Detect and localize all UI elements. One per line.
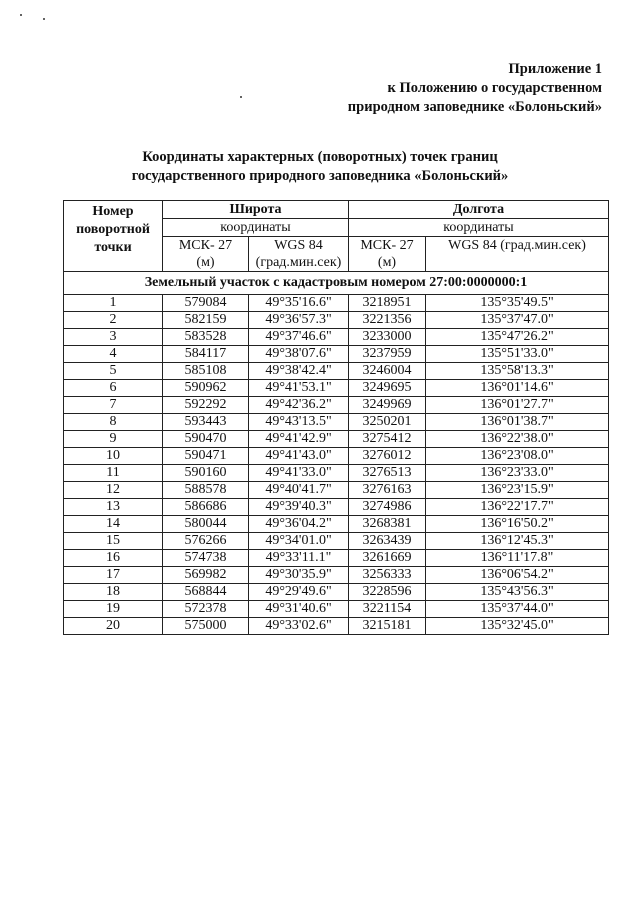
longitude-msk-cell: 3237959: [349, 346, 426, 363]
longitude-msk-cell: 3221154: [349, 601, 426, 618]
point-number-cell: 7: [64, 397, 163, 414]
point-number-cell: 15: [64, 533, 163, 550]
table-row: [64, 465, 609, 482]
longitude-wgs-cell: 135°43'56.3": [426, 584, 609, 601]
longitude-msk-cell: 3228596: [349, 584, 426, 601]
latitude-msk-cell: 574738: [163, 550, 249, 567]
table-row: [64, 380, 609, 397]
latitude-wgs-cell: 49°39'40.3": [249, 499, 349, 516]
scan-speck: [20, 14, 22, 16]
longitude-wgs-cell: 136°01'14.6": [426, 380, 609, 397]
latitude-wgs-cell: 49°29'49.6": [249, 584, 349, 601]
longitude-msk-cell: 3246004: [349, 363, 426, 380]
longitude-msk-cell: 3256333: [349, 567, 426, 584]
title-line-2: государственного природного заповедника «Болоньский»: [131, 168, 509, 184]
longitude-msk-cell: 3275412: [349, 431, 426, 448]
latitude-wgs-cell: 49°43'13.5": [249, 414, 349, 431]
longitude-wgs-cell: 135°51'33.0": [426, 346, 609, 363]
latitude-msk-cell: 586686: [163, 499, 249, 516]
longitude-wgs-cell: 135°35'49.5": [426, 295, 609, 312]
longitude-wgs-cell: 136°23'08.0": [426, 448, 609, 465]
latitude-wgs-cell: 49°38'42.4": [249, 363, 349, 380]
latitude-wgs-cell: 49°41'33.0": [249, 465, 349, 482]
latitude-msk-cell: 569982: [163, 567, 249, 584]
header-msk-longitude-line: МСК- 27: [360, 238, 414, 253]
point-number-cell: 12: [64, 482, 163, 499]
point-number-cell: 19: [64, 601, 163, 618]
latitude-msk-cell: 584117: [163, 346, 249, 363]
table-row: [64, 482, 609, 499]
latitude-msk-cell: 590470: [163, 431, 249, 448]
latitude-msk-cell: 579084: [163, 295, 249, 312]
longitude-msk-cell: 3274986: [349, 499, 426, 516]
table-row: [64, 601, 609, 618]
table-row: [64, 584, 609, 601]
latitude-msk-cell: 583528: [163, 329, 249, 346]
point-number-cell: 17: [64, 567, 163, 584]
longitude-msk-cell: 3250201: [349, 414, 426, 431]
point-number-cell: 2: [64, 312, 163, 329]
header-point-number: [64, 201, 163, 272]
longitude-wgs-cell: 136°23'15.9": [426, 482, 609, 499]
header-coordinates-latitude: координаты: [163, 219, 349, 237]
point-number-cell: 16: [64, 550, 163, 567]
header-point-number-line: Номер: [92, 204, 134, 219]
latitude-wgs-cell: 49°38'07.6": [249, 346, 349, 363]
latitude-wgs-cell: 49°36'04.2": [249, 516, 349, 533]
latitude-wgs-cell: 49°41'42.9": [249, 431, 349, 448]
latitude-msk-cell: 582159: [163, 312, 249, 329]
longitude-msk-cell: 3261669: [349, 550, 426, 567]
longitude-msk-cell: 3276513: [349, 465, 426, 482]
point-number-cell: 1: [64, 295, 163, 312]
point-number-cell: 3: [64, 329, 163, 346]
latitude-msk-cell: 593443: [163, 414, 249, 431]
latitude-msk-cell: 575000: [163, 618, 249, 635]
parcel-row: Земельный участок с кадастровым номером 27:00:0000000:1: [64, 272, 609, 295]
point-number-cell: 13: [64, 499, 163, 516]
point-number-cell: 14: [64, 516, 163, 533]
appendix-reference: к Положению о государственном: [387, 80, 602, 96]
table-row: [64, 499, 609, 516]
scan-speck: [240, 96, 242, 98]
header-latitude: Широта: [163, 201, 349, 219]
latitude-wgs-cell: 49°36'57.3": [249, 312, 349, 329]
latitude-wgs-cell: 49°33'02.6": [249, 618, 349, 635]
coordinates-table: [63, 200, 609, 635]
table-row: [64, 329, 609, 346]
latitude-msk-cell: 590962: [163, 380, 249, 397]
point-number-cell: 18: [64, 584, 163, 601]
appendix-heading: [348, 60, 602, 117]
latitude-wgs-cell: 49°37'46.6": [249, 329, 349, 346]
table-row: [64, 567, 609, 584]
point-number-cell: 6: [64, 380, 163, 397]
latitude-msk-cell: 590160: [163, 465, 249, 482]
point-number-cell: 20: [64, 618, 163, 635]
header-longitude: Долгота: [349, 201, 609, 219]
appendix-reserve-name: природном заповеднике «Болоньский»: [347, 99, 602, 115]
point-number-cell: 8: [64, 414, 163, 431]
longitude-msk-cell: 3215181: [349, 618, 426, 635]
table-row: [64, 397, 609, 414]
table-row: [64, 533, 609, 550]
header-msk-latitude-line: МСК- 27: [178, 238, 233, 253]
point-number-cell: 5: [64, 363, 163, 380]
longitude-msk-cell: 3263439: [349, 533, 426, 550]
header-msk-latitude: [163, 237, 249, 272]
longitude-wgs-cell: 136°16'50.2": [426, 516, 609, 533]
header-msk-longitude-line: (м): [377, 255, 397, 270]
longitude-msk-cell: 3249695: [349, 380, 426, 397]
document-title: [0, 148, 640, 186]
appendix-number: Приложение 1: [508, 61, 602, 77]
table-row: [64, 295, 609, 312]
latitude-msk-cell: 572378: [163, 601, 249, 618]
header-msk-latitude-line: (м): [196, 255, 215, 270]
title-line-1: Координаты характерных (поворотных) точек границ: [142, 149, 498, 165]
table-row: [64, 448, 609, 465]
scan-speck: [43, 18, 45, 20]
longitude-wgs-cell: 136°22'17.7": [426, 499, 609, 516]
header-coordinates-longitude: координаты: [349, 219, 609, 237]
longitude-wgs-cell: 135°37'47.0": [426, 312, 609, 329]
table-row: [64, 363, 609, 380]
longitude-wgs-cell: 135°37'44.0": [426, 601, 609, 618]
longitude-msk-cell: 3221356: [349, 312, 426, 329]
longitude-wgs-cell: 136°12'45.3": [426, 533, 609, 550]
point-number-cell: 11: [64, 465, 163, 482]
latitude-wgs-cell: 49°35'16.6": [249, 295, 349, 312]
latitude-msk-cell: 568844: [163, 584, 249, 601]
header-point-number-line: поворотной: [76, 222, 150, 237]
latitude-wgs-cell: 49°30'35.9": [249, 567, 349, 584]
latitude-wgs-cell: 49°34'01.0": [249, 533, 349, 550]
latitude-wgs-cell: 49°33'11.1": [249, 550, 349, 567]
header-point-number-line: точки: [94, 240, 132, 255]
header-wgs-latitude-line: WGS 84: [274, 238, 323, 253]
latitude-msk-cell: 576266: [163, 533, 249, 550]
table-row: [64, 346, 609, 363]
header-wgs-latitude-line: (град.мин.сек): [255, 255, 342, 270]
latitude-wgs-cell: 49°42'36.2": [249, 397, 349, 414]
longitude-msk-cell: 3276012: [349, 448, 426, 465]
longitude-msk-cell: 3268381: [349, 516, 426, 533]
longitude-msk-cell: 3249969: [349, 397, 426, 414]
header-msk-longitude: [349, 237, 426, 272]
longitude-msk-cell: 3233000: [349, 329, 426, 346]
longitude-msk-cell: 3276163: [349, 482, 426, 499]
latitude-wgs-cell: 49°41'43.0": [249, 448, 349, 465]
longitude-wgs-cell: 135°32'45.0": [426, 618, 609, 635]
longitude-wgs-cell: 136°06'54.2": [426, 567, 609, 584]
table-row: [64, 516, 609, 533]
table-row: [64, 312, 609, 329]
latitude-msk-cell: 592292: [163, 397, 249, 414]
latitude-msk-cell: 585108: [163, 363, 249, 380]
latitude-msk-cell: 590471: [163, 448, 249, 465]
point-number-cell: 4: [64, 346, 163, 363]
latitude-msk-cell: 580044: [163, 516, 249, 533]
longitude-wgs-cell: 135°47'26.2": [426, 329, 609, 346]
header-wgs-longitude: WGS 84 (град.мин.сек): [426, 237, 609, 272]
latitude-wgs-cell: 49°31'40.6": [249, 601, 349, 618]
longitude-wgs-cell: 136°23'33.0": [426, 465, 609, 482]
longitude-wgs-cell: 136°01'27.7": [426, 397, 609, 414]
table-row: [64, 618, 609, 635]
header-wgs-latitude: [249, 237, 349, 272]
table-row: [64, 550, 609, 567]
longitude-wgs-cell: 136°11'17.8": [426, 550, 609, 567]
longitude-wgs-cell: 136°01'38.7": [426, 414, 609, 431]
point-number-cell: 10: [64, 448, 163, 465]
latitude-msk-cell: 588578: [163, 482, 249, 499]
table-row: [64, 431, 609, 448]
latitude-wgs-cell: 49°40'41.7": [249, 482, 349, 499]
longitude-msk-cell: 3218951: [349, 295, 426, 312]
table-row: [64, 414, 609, 431]
latitude-wgs-cell: 49°41'53.1": [249, 380, 349, 397]
longitude-wgs-cell: 135°58'13.3": [426, 363, 609, 380]
longitude-wgs-cell: 136°22'38.0": [426, 431, 609, 448]
point-number-cell: 9: [64, 431, 163, 448]
